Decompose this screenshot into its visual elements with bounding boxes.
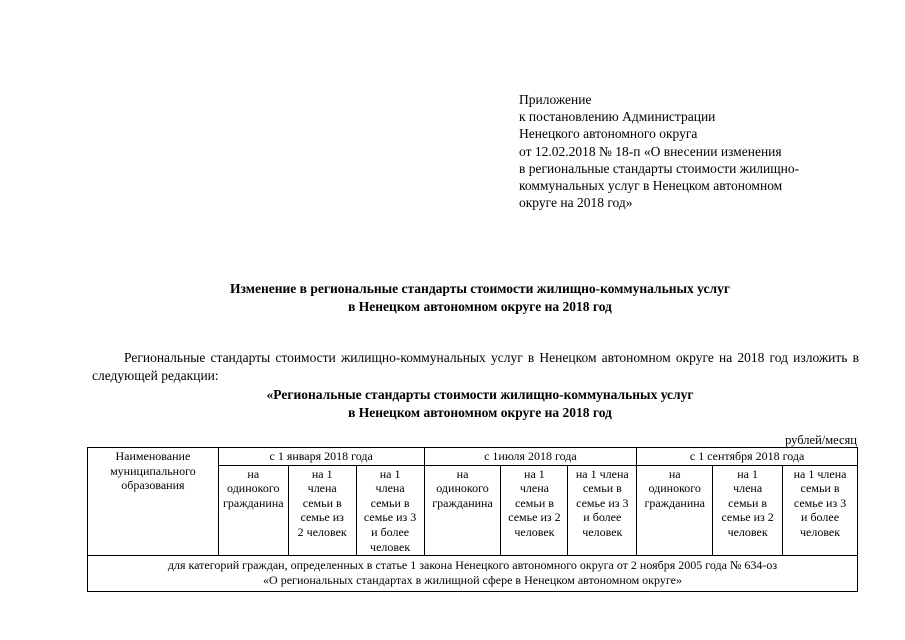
appendix-line: Приложение (519, 92, 592, 107)
appendix-line: коммунальных услуг в Ненецком автономном (519, 178, 783, 194)
subheader-cell: на одинокого гражданина (218, 465, 288, 556)
appendix-block (519, 91, 799, 211)
period-header: с 1 января 2018 года (218, 448, 424, 466)
table-row (88, 556, 858, 592)
period-header: с 1 сентября 2018 года (637, 448, 858, 466)
appendix-line: Ненецкого автономного округа (519, 126, 698, 142)
appendix-line: от 12.02.2018 № 18-п «О внесении изменения (519, 143, 782, 159)
standards-title-line: в Ненецком автономном округе на 2018 год (348, 404, 612, 420)
unit-label: рублей/месяц (785, 433, 857, 447)
standards-title (0, 386, 905, 421)
body-paragraph (92, 349, 859, 384)
period-header: с 1июля 2018 года (424, 448, 637, 466)
municipality-header: Наименование муниципального образования (88, 448, 219, 556)
standards-table (87, 447, 858, 592)
subheader-cell: на 1 члена семьи в семье из 2 человек (713, 465, 783, 556)
category-note: для категорий граждан, определенных в статье 1 закона Ненецкого автономного округа от 2 ноября 2005 года № 634-оз «О региональных стандартах в жилищной сфере в Ненецком автономном округе» (88, 556, 858, 592)
document-title-line: Изменение в региональные стандарты стоимости жилищно-коммунальных услуг (230, 281, 730, 296)
subheader-cell: на 1 члена семьи в семье из 3 и более человек (568, 465, 637, 556)
subheader-cell: на 1 члена семьи в семье из 3 и более человек (783, 465, 858, 556)
document-title (0, 280, 905, 315)
subheader-cell: на одинокого гражданина (637, 465, 713, 556)
appendix-line: округе на 2018 год» (519, 195, 633, 211)
standards-title-line: «Региональные стандарты стоимости жилищно-коммунальных услуг (266, 387, 694, 402)
subheader-cell: на одинокого гражданина (424, 465, 501, 556)
subheader-cell: на 1 члена семьи в семье из 2 человек (288, 465, 356, 556)
appendix-line: в региональные стандарты стоимости жилищно- (519, 160, 800, 176)
table-header-row (88, 448, 858, 466)
document-title-line: в Ненецком автономном округе на 2018 год (348, 298, 612, 314)
subheader-cell: на 1 члена семьи в семье из 3 и более человек (356, 465, 424, 556)
subheader-cell: на 1 члена семьи в семье из 2 человек (501, 465, 568, 556)
appendix-line: к постановлению Администрации (519, 109, 716, 125)
body-paragraph-text: Региональные стандарты стоимости жилищно-коммунальных услуг в Ненецком автономном округе на 2018 год изложить в следующей редакции: (92, 350, 859, 383)
